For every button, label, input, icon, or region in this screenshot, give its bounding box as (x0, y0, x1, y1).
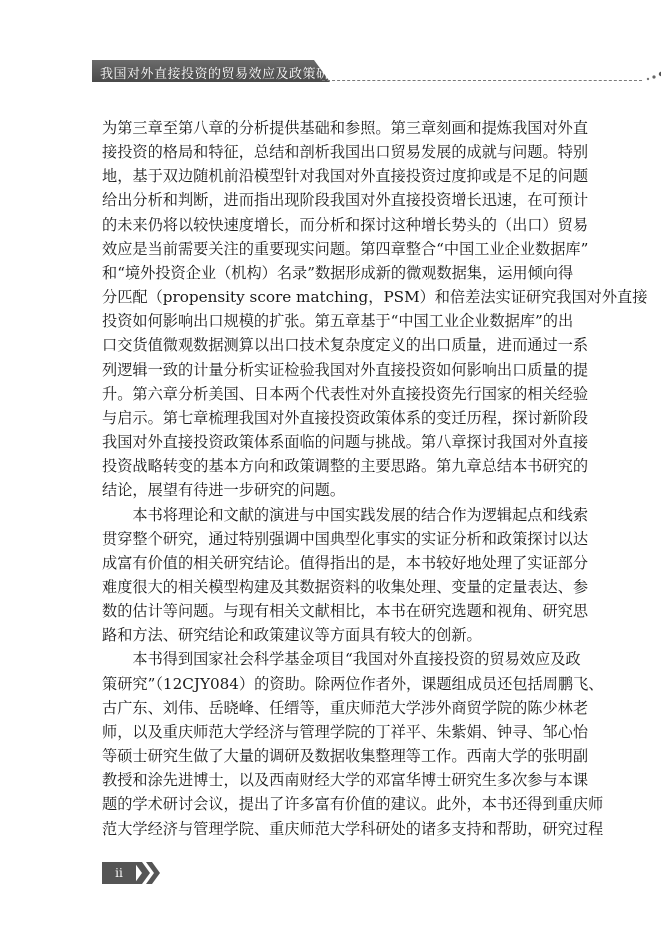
text-line: 投资战略转变的基本方向和政策调整的主要思路。第九章总结本书研究的 (102, 457, 588, 476)
text-line: 列逻辑一致的计量分析实证检验我国对外直接投资如何影响出口质量的提 (102, 360, 588, 379)
footer-arrow-icon (134, 862, 164, 884)
text-line: 等硕士研究生做了大量的调研及数据收集整理等工作。西南大学的张明副 (102, 747, 588, 766)
text-line: 投资如何影响出口规模的扩张。第五章基于“中国工业企业数据库”的出 (102, 312, 574, 331)
text-line: 范大学经济与管理学院、重庆师范大学科研处的诸多支持和帮助，研究过程 (102, 819, 604, 838)
text-line: 和“境外投资企业（机构）名录”数据形成新的微观数据集，运用倾向得 (102, 263, 574, 282)
text-line: 效应是当前需要关注的重要现实问题。第四章整合“中国工业企业数据库” (102, 239, 589, 258)
text-line: 为第三章至第八章的分析提供基础和参照。第三章刻画和提炼我国对外直 (102, 119, 588, 137)
text-line: 给出分析和判断，进而指出现阶段我国对外直接投资增长迅速，在可预计 (102, 191, 588, 210)
text-line: 的未来仍将以较快速度增长，而分析和探讨这种增长势头的（出口）贸易 (102, 215, 588, 234)
text-line: 本书将理论和文献的演进与中国实践发展的结合作为逻辑起点和线索 (132, 505, 589, 524)
text-line: 难度很大的相关模型构建及其数据资料的收集处理、变量的定量表达、参 (102, 577, 588, 596)
text-line: 数的估计等问题。与现有相关文献相比，本书在研究选题和视角、研究思 (102, 602, 588, 621)
header-divider (322, 80, 642, 81)
running-header (92, 60, 612, 82)
dots-ornament-icon (645, 65, 661, 83)
text-line: 本书得到国家社会科学基金项目“我国对外直接投资的贸易效应及政 (132, 650, 581, 669)
text-line: 贯穿整个研究，通过特别强调中国典型化事实的实证分析和政策探讨以达 (102, 529, 588, 548)
text-line: 成富有价值的相关研究结论。值得指出的是，本书较好地处理了实证部分 (102, 553, 588, 572)
paragraph (102, 116, 648, 503)
text-line: 口交货值微观数据测算以出口技术复杂度定义的出口质量，进而通过一系 (102, 336, 588, 355)
running-header-title: 我国对外直接投资的贸易效应及政策研究 (100, 67, 344, 82)
text-line: 结论，展望有待进一步研究的问题。 (102, 481, 345, 500)
text-line: 升。第六章分析美国、日本两个代表性对外直接投资先行国家的相关经验 (102, 384, 588, 403)
page-footer (102, 862, 164, 884)
paragraph (102, 647, 604, 840)
text-line: 接投资的格局和特征，总结和剖析我国出口贸易发展的成就与问题。特别 (102, 143, 588, 162)
text-line: 分匹配（propensity score matching，PSM）和倍差法实证研究我国对外直接 (102, 288, 648, 307)
page-number: ii (102, 862, 136, 884)
text-line: 我国对外直接投资政策体系面临的问题与挑战。第八章探讨我国对外直接 (102, 433, 588, 452)
body-text (102, 116, 648, 841)
text-line: 策研究”（12CJY084）的资助。除两位作者外，课题组成员还包括周鹏飞、 (102, 674, 604, 693)
text-line: 题的学术研讨会议，提出了许多富有价值的建议。此外，本书还得到重庆师 (102, 795, 604, 814)
paragraph (102, 503, 589, 648)
text-line: 与启示。第七章梳理我国对外直接投资政策体系的变迁历程，探讨新阶段 (102, 408, 588, 427)
text-line: 地，基于双边随机前沿模型针对我国对外直接投资过度抑或是不足的问题 (102, 167, 588, 186)
text-line: 教授和涂先进博士，以及西南财经大学的邓富华博士研究生多次参与本课 (102, 771, 588, 790)
text-line: 师，以及重庆师范大学经济与管理学院的丁祥平、朱紫娟、钟寻、邹心怡 (102, 722, 588, 741)
text-line: 路和方法、研究结论和政策建议等方面具有较大的创新。 (102, 626, 482, 645)
text-line: 古广东、刘伟、岳晓峰、任缙等，重庆师范大学涉外商贸学院的陈少林老 (102, 698, 588, 717)
